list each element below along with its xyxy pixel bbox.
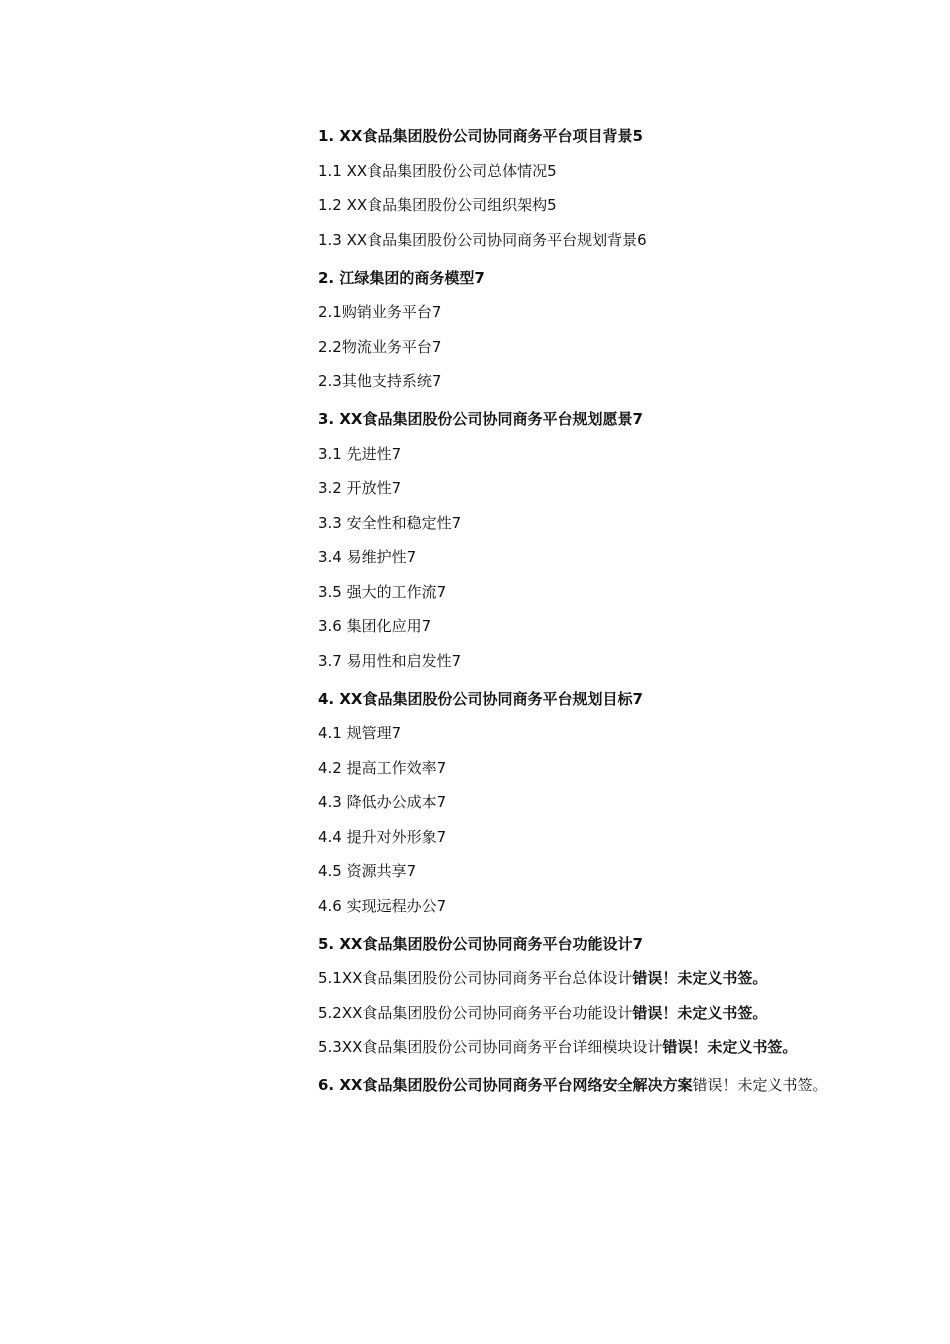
toc-entry[interactable]: 1.1 XX食品集团股份公司总体情况5 [318, 161, 557, 180]
toc-heading[interactable]: 5. XX食品集团股份公司协同商务平台功能设计7 [318, 934, 643, 953]
toc-entry[interactable]: 3.1 先进性7 [318, 444, 402, 463]
toc-entry[interactable]: 4.1 规管理7 [318, 724, 402, 742]
toc-entry[interactable]: 3.3 安全性和稳定性7 [318, 513, 462, 532]
toc-entry-text: 5.1XX食品集团股份公司协同商务平台总体设计 [318, 969, 633, 987]
toc-heading[interactable] [318, 1073, 838, 1098]
toc-entry[interactable]: 1.2 XX食品集团股份公司组织架构5 [318, 196, 557, 214]
toc-heading-text: 6. XX食品集团股份公司协同商务平台网络安全解决方案 [318, 1076, 693, 1094]
table-of-contents [318, 127, 838, 1114]
toc-heading[interactable]: 3. XX食品集团股份公司协同商务平台规划愿景7 [318, 410, 643, 428]
toc-entry[interactable] [318, 1038, 838, 1057]
toc-entry[interactable]: 4.5 资源共享7 [318, 862, 417, 880]
toc-entry[interactable]: 2.1购销业务平台7 [318, 303, 442, 321]
toc-entry[interactable]: 3.2 开放性7 [318, 479, 402, 497]
toc-entry[interactable]: 2.3其他支持系统7 [318, 372, 442, 390]
bookmark-error: 错误！未定义书签。 [692, 1076, 828, 1094]
toc-section-5 [318, 935, 838, 1058]
toc-entry[interactable]: 4.4 提升对外形象7 [318, 827, 447, 846]
toc-heading[interactable]: 1. XX食品集团股份公司协同商务平台项目背景5 [318, 127, 643, 145]
toc-entry[interactable]: 2.2物流业务平台7 [318, 337, 442, 356]
toc-section-6 [318, 1073, 838, 1098]
toc-entry[interactable]: 1.3 XX食品集团股份公司协同商务平台规划背景6 [318, 230, 647, 249]
toc-entry-text: 5.2XX食品集团股份公司协同商务平台功能设计 [318, 1003, 633, 1022]
toc-entry[interactable] [318, 969, 838, 988]
toc-heading[interactable]: 4. XX食品集团股份公司协同商务平台规划目标7 [318, 689, 643, 708]
toc-entry[interactable]: 4.3 降低办公成本7 [318, 793, 447, 811]
toc-entry[interactable]: 4.6 实现远程办公7 [318, 896, 447, 915]
bookmark-error: 错误！未定义书签。 [632, 969, 768, 987]
toc-section-1 [318, 127, 838, 250]
toc-entry[interactable]: 4.2 提高工作效率7 [318, 758, 447, 777]
toc-entry[interactable]: 3.5 强大的工作流7 [318, 582, 447, 601]
toc-entry[interactable] [318, 1004, 838, 1023]
toc-entry[interactable]: 3.7 易用性和启发性7 [318, 651, 462, 670]
bookmark-error: 错误！未定义书签。 [662, 1038, 798, 1056]
toc-heading[interactable]: 2. 江绿集团的商务模型7 [318, 268, 485, 287]
toc-section-3 [318, 410, 838, 671]
toc-entry-text: 5.3XX食品集团股份公司协同商务平台详细模块设计 [318, 1038, 663, 1056]
toc-entry[interactable]: 3.4 易维护性7 [318, 548, 417, 566]
toc-entry[interactable]: 3.6 集团化应用7 [318, 617, 432, 635]
bookmark-error: 错误！未定义书签。 [632, 1003, 768, 1022]
toc-section-2 [318, 269, 838, 392]
toc-section-4 [318, 690, 838, 916]
